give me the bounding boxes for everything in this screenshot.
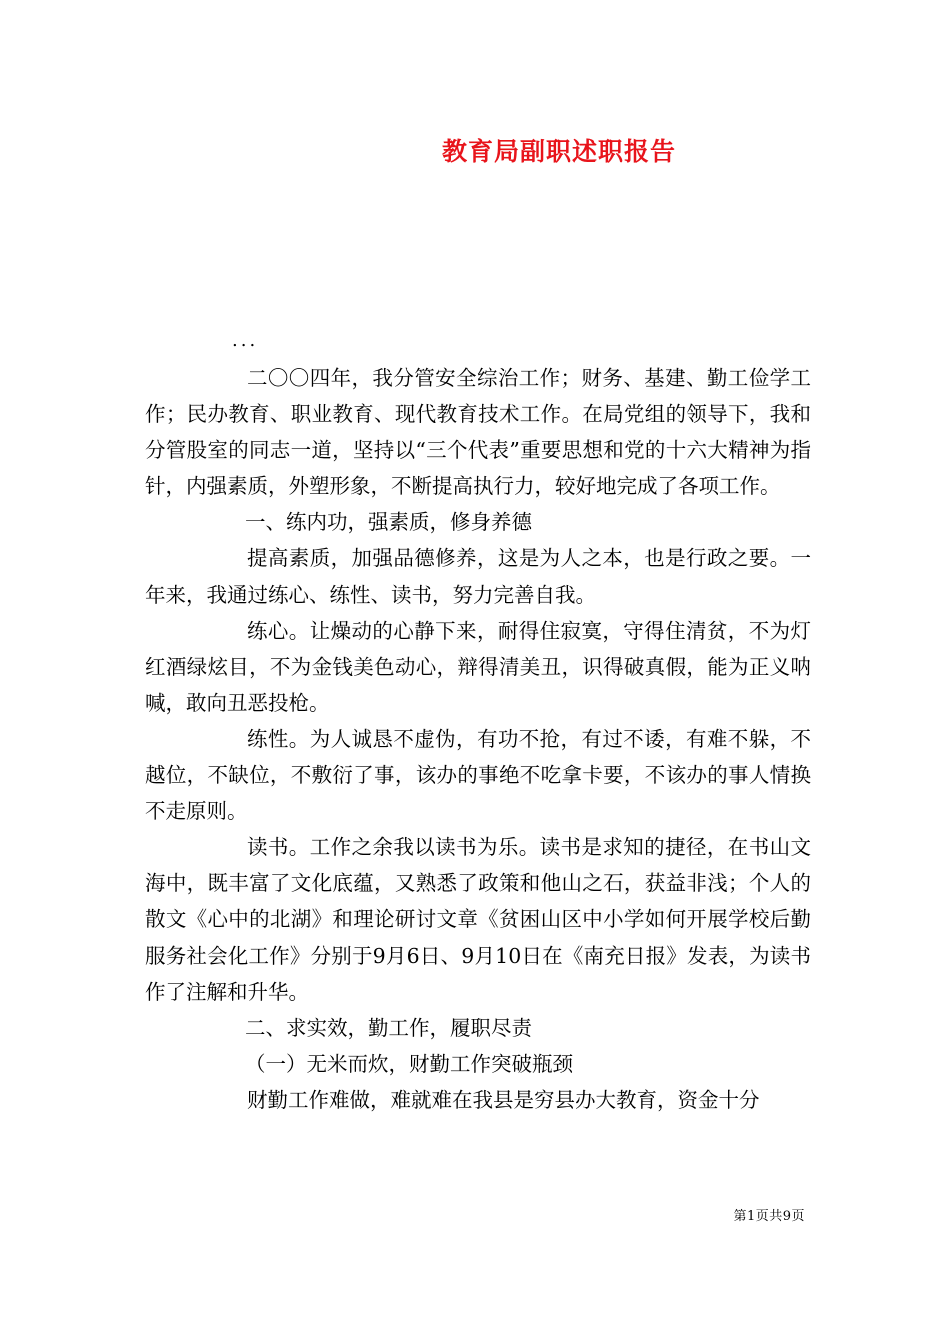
ellipsis-marker: ...	[232, 330, 259, 351]
paragraph-quality: 提高素质，加强品德修养，这是为人之本，也是行政之要。一年来，我通过练心、练性、读书，努力完善自我。	[145, 546, 811, 607]
paragraph-finance: 财勤工作难做，难就难在我县是穷县办大教育，资金十分	[247, 1087, 760, 1112]
section-heading-2: 二、求实效，勤工作，履职尽责	[245, 1015, 532, 1040]
document-body	[145, 360, 811, 1118]
document-title: 教育局副职述职报告	[441, 137, 676, 166]
section-heading-1: 一、练内功，强素质，修身养德	[245, 510, 532, 535]
page-number-footer: 第1页共9页	[733, 1209, 805, 1224]
paragraph-intro: 二〇〇四年，我分管安全综治工作；财务、基建、勤工俭学工作；民办教育、职业教育、现代教育技术工作。在局党组的领导下，我和分管股室的同志一道，坚持以“三个代表”重要思想和党的十六大精神为指针，内强素质，外塑形象，不断提高执行力，较好地完成了各项工作。	[145, 366, 811, 499]
paragraph-reading: 读书。工作之余我以读书为乐。读书是求知的捷径，在书山文海中，既丰富了文化底蕴，又熟悉了政策和他山之石，获益非浅；个人的散文《心中的北湖》和理论研讨文章《贫困山区中小学如何开展学校后勤服务社会化工作》分别于9月6日、9月10日在《南充日报》发表，为读书作了注解和升华。	[145, 835, 811, 1004]
subsection-heading-1: （一）无米而炊，财勤工作突破瓶颈	[245, 1051, 573, 1076]
paragraph-mind: 练心。让燥动的心静下来，耐得住寂寞，守得住清贫，不为灯红酒绿炫目，不为金钱美色动心，辩得清美丑，识得破真假，能为正义呐喊，敢向丑恶投枪。	[145, 618, 811, 715]
paragraph-character: 练性。为人诚恳不虚伪，有功不抢，有过不诿，有难不躲，不越位，不缺位，不敷衍了事，该办的事绝不吃拿卡要，不该办的事人情换不走原则。	[145, 726, 811, 824]
